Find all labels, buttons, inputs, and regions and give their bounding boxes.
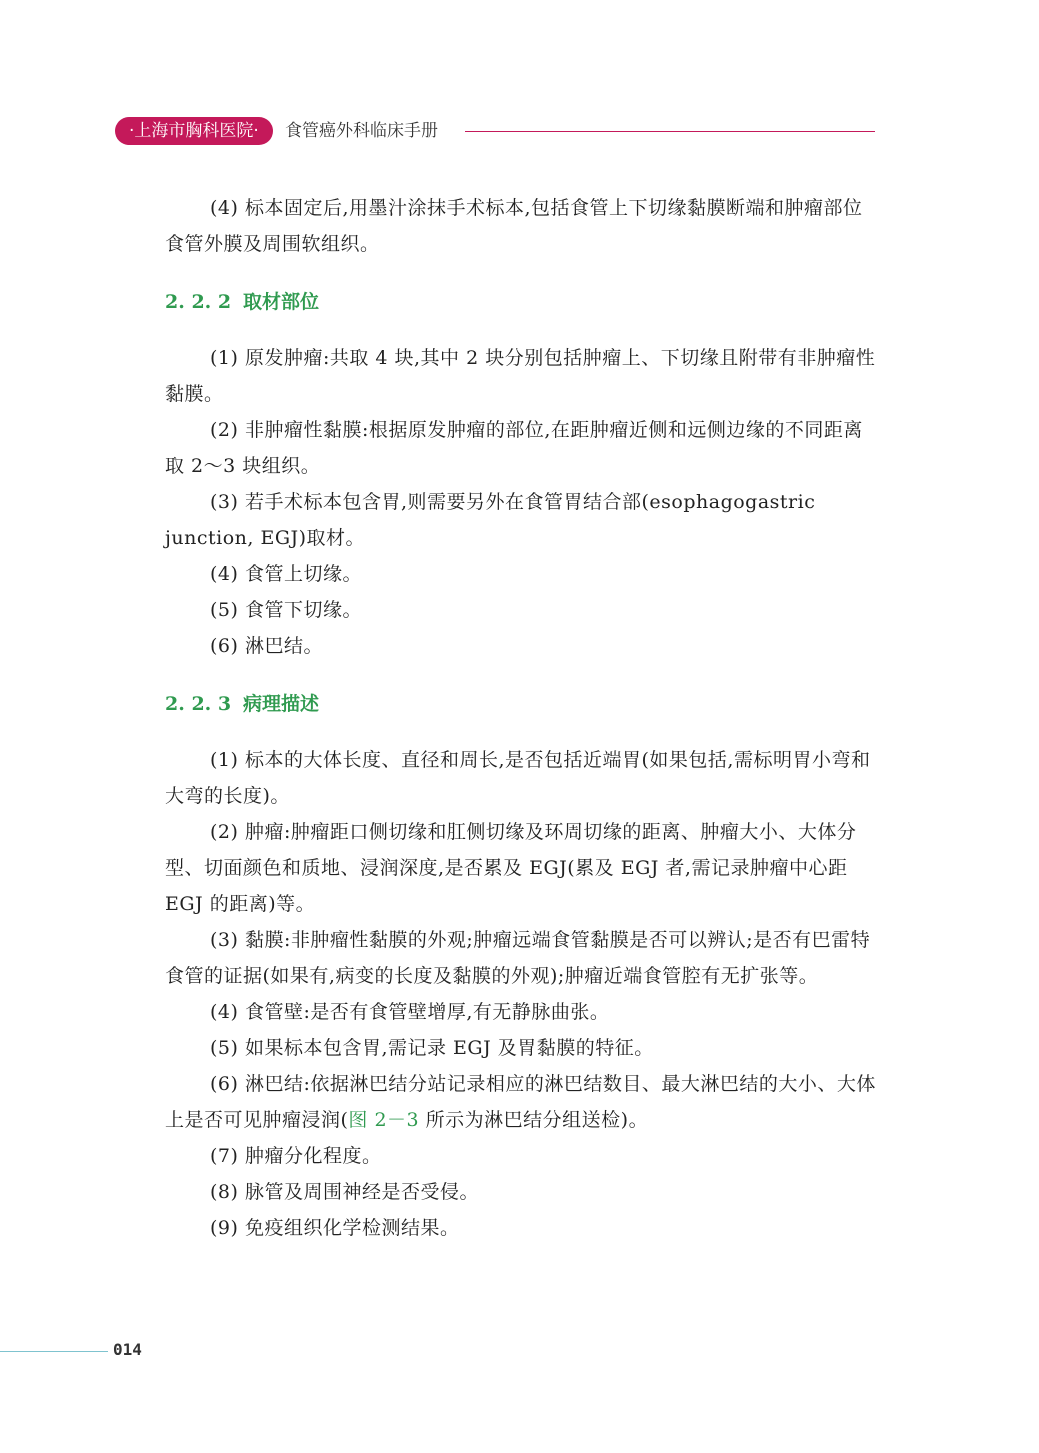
list-item: (2) 肿瘤:肿瘤距口侧切缘和肛侧切缘及环周切缘的距离、肿瘤大小、大体分型、切面颜色和质地、浸润深度,是否累及 EGJ(累及 EGJ 者,需记录肿瘤中心距 EGJ 的距离)等。	[165, 821, 857, 915]
list-item: (2) 非肿瘤性黏膜:根据原发肿瘤的部位,在距肿瘤近侧和远侧边缘的不同距离取 2～3 块组织。	[165, 419, 863, 477]
list-item: (3) 若手术标本包含胃,则需要另外在食管胃结合部(esophagogastric junction, EGJ)取材。	[165, 491, 816, 549]
section-title: 取材部位	[243, 291, 320, 313]
list-item	[165, 1066, 877, 1138]
item-text: (6) 淋巴结:依据淋巴结分站记录相应的淋巴结数目、最大淋巴结的大小、大体上是否可见肿瘤浸润(	[165, 1073, 876, 1131]
section-number: 2. 2. 3	[165, 693, 232, 715]
list-item: (6) 淋巴结。	[210, 635, 323, 657]
list-item: (5) 如果标本包含胃,需记录 EGJ 及胃黏膜的特征。	[210, 1037, 654, 1059]
header-rule	[465, 131, 875, 132]
section-heading-pathology	[165, 686, 877, 722]
footer-rule	[0, 1351, 108, 1352]
item-text: 所示为淋巴结分组送检)。	[419, 1109, 649, 1131]
list-item: (8) 脉管及周围神经是否受侵。	[210, 1181, 479, 1203]
section-heading-sampling	[165, 284, 877, 320]
list-item: (4) 食管上切缘。	[210, 563, 362, 585]
list-item: (4) 食管壁:是否有食管壁增厚,有无静脉曲张。	[210, 1001, 610, 1023]
section-number: 2. 2. 2	[165, 291, 232, 313]
intro-paragraph: (4) 标本固定后,用墨汁涂抹手术标本,包括食管上下切缘黏膜断端和肿瘤部位食管外膜及周围软组织。	[165, 197, 863, 255]
figure-reference-link[interactable]: 图 2－3	[348, 1109, 420, 1131]
book-title: 食管癌外科临床手册	[285, 121, 438, 141]
list-item: (3) 黏膜:非肿瘤性黏膜的外观;肿瘤远端食管黏膜是否可以辨认;是否有巴雷特食管的证据(如果有,病变的长度及黏膜的外观);肿瘤近端食管腔有无扩张等。	[165, 929, 871, 987]
section-title: 病理描述	[243, 693, 320, 715]
list-item: (5) 食管下切缘。	[210, 599, 362, 621]
list-item: (1) 标本的大体长度、直径和周长,是否包括近端胃(如果包括,需标明胃小弯和大弯的长度)。	[165, 749, 871, 807]
page-number: 014	[113, 1340, 142, 1359]
page-body	[165, 190, 877, 1246]
hospital-badge: ·上海市胸科医院·	[115, 117, 273, 145]
running-header	[115, 117, 875, 145]
list-item: (7) 肿瘤分化程度。	[210, 1145, 382, 1167]
list-item: (9) 免疫组织化学检测结果。	[210, 1217, 460, 1239]
list-item: (1) 原发肿瘤:共取 4 块,其中 2 块分别包括肿瘤上、下切缘且附带有非肿瘤性黏膜。	[165, 347, 876, 405]
